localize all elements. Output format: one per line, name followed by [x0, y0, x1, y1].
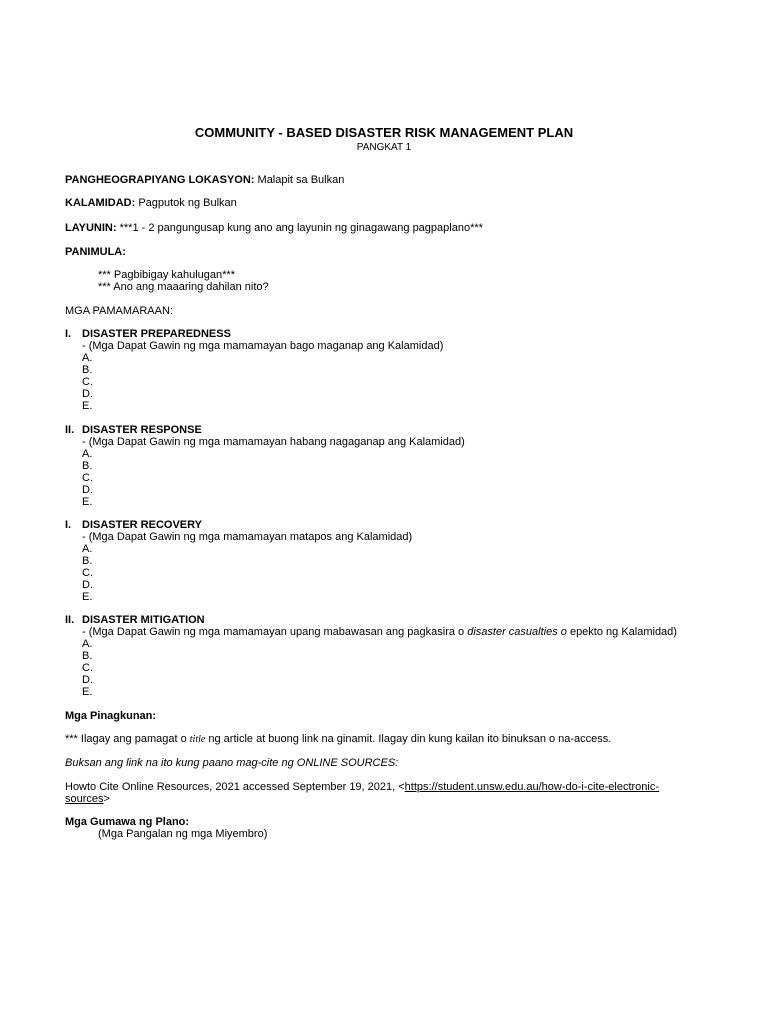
citation-link[interactable]: https://student.unsw.edu.au/how-do-i-cite-electronic- [404, 781, 660, 793]
methods-label: MGA PAMAMARAAN: [65, 305, 173, 317]
document-title: COMMUNITY - BASED DISASTER RISK MANAGEMENT PLAN [194, 125, 574, 140]
section-number: I. [65, 519, 72, 531]
intro-line: *** Pagbibigay kahulugan*** [98, 269, 235, 281]
list-item: E. [82, 686, 93, 698]
section-heading [65, 614, 205, 626]
list-item: D. [82, 579, 93, 591]
list-item: C. [82, 567, 93, 579]
document-subtitle: PANGKAT 1 [356, 142, 412, 153]
section-heading [65, 424, 202, 436]
section-description-emphasis: disaster casualties o [467, 626, 567, 638]
list-item: B. [82, 555, 93, 567]
objective-value: ***1 - 2 pangungusap kung ano ang layunin ng ginagawang pagpaplano*** [116, 222, 483, 234]
intro-label: PANIMULA: [65, 246, 126, 258]
section-description-end: epekto ng Kalamidad) [566, 626, 677, 638]
objective-line [65, 222, 483, 234]
section-description: - (Mga Dapat Gawin ng mga mamamayan matapos ang Kalamidad) [82, 531, 413, 543]
calamity-value: Pagputok ng Bulkan [135, 197, 237, 209]
calamity-label: KALAMIDAD: [65, 197, 136, 209]
list-item: E. [82, 591, 93, 603]
section-number: II. [65, 424, 75, 436]
list-item: A. [82, 543, 93, 555]
section-description-start: - (Mga Dapat Gawin ng mga mamamayan upang mabawasan ang pagkasira o [82, 626, 468, 638]
list-item: A. [82, 352, 93, 364]
citation-line-continued [65, 793, 110, 805]
section-heading [65, 328, 231, 340]
list-item: E. [82, 496, 93, 508]
references-note [65, 733, 611, 746]
list-item: C. [82, 376, 93, 388]
section-number: I. [65, 328, 72, 340]
open-link-note: Buksan ang link na ito kung paano mag-cite ng ONLINE SOURCES: [65, 757, 399, 769]
section-title: DISASTER RESPONSE [82, 424, 202, 436]
objective-label: LAYUNIN: [65, 222, 117, 234]
references-note-start: *** Ilagay ang pamagat o [65, 733, 190, 745]
location-line [65, 174, 344, 186]
section-description: - (Mga Dapat Gawin ng mga mamamayan bago maganap ang Kalamidad) [82, 340, 444, 352]
list-item: D. [82, 388, 93, 400]
authors-value: (Mga Pangalan ng mga Miyembro) [98, 828, 268, 840]
citation-close: > [103, 793, 110, 805]
citation-text: Howto Cite Online Resources, 2021 accessed September 19, 2021, < [65, 781, 405, 793]
section-heading [65, 519, 202, 531]
section-description [82, 626, 677, 638]
authors-label: Mga Gumawa ng Plano: [65, 816, 190, 828]
section-title: DISASTER PREPAREDNESS [82, 328, 231, 340]
list-item: B. [82, 650, 93, 662]
references-note-end: ng article at buong link na ginamit. Ilagay din kung kailan ito binuksan o na-access. [205, 733, 612, 745]
list-item: D. [82, 674, 93, 686]
citation-link-continued[interactable]: sources [65, 793, 104, 805]
calamity-line [65, 197, 237, 209]
intro-line: *** Ano ang maaaring dahilan nito? [98, 281, 269, 293]
location-value: Malapit sa Bulkan [254, 174, 345, 186]
section-description: - (Mga Dapat Gawin ng mga mamamayan habang nagaganap ang Kalamidad) [82, 436, 465, 448]
location-label: PANGHEOGRAPIYANG LOKASYON: [65, 174, 255, 186]
list-item: A. [82, 448, 93, 460]
list-item: B. [82, 364, 93, 376]
list-item: A. [82, 638, 93, 650]
references-label: Mga Pinagkunan: [65, 710, 157, 722]
section-number: II. [65, 614, 75, 626]
list-item: E. [82, 400, 93, 412]
list-item: B. [82, 460, 93, 472]
list-item: C. [82, 472, 93, 484]
section-title: DISASTER RECOVERY [82, 519, 203, 531]
section-title: DISASTER MITIGATION [82, 614, 205, 626]
citation-line [65, 781, 659, 793]
references-note-title: title [189, 734, 206, 745]
list-item: C. [82, 662, 93, 674]
list-item: D. [82, 484, 93, 496]
